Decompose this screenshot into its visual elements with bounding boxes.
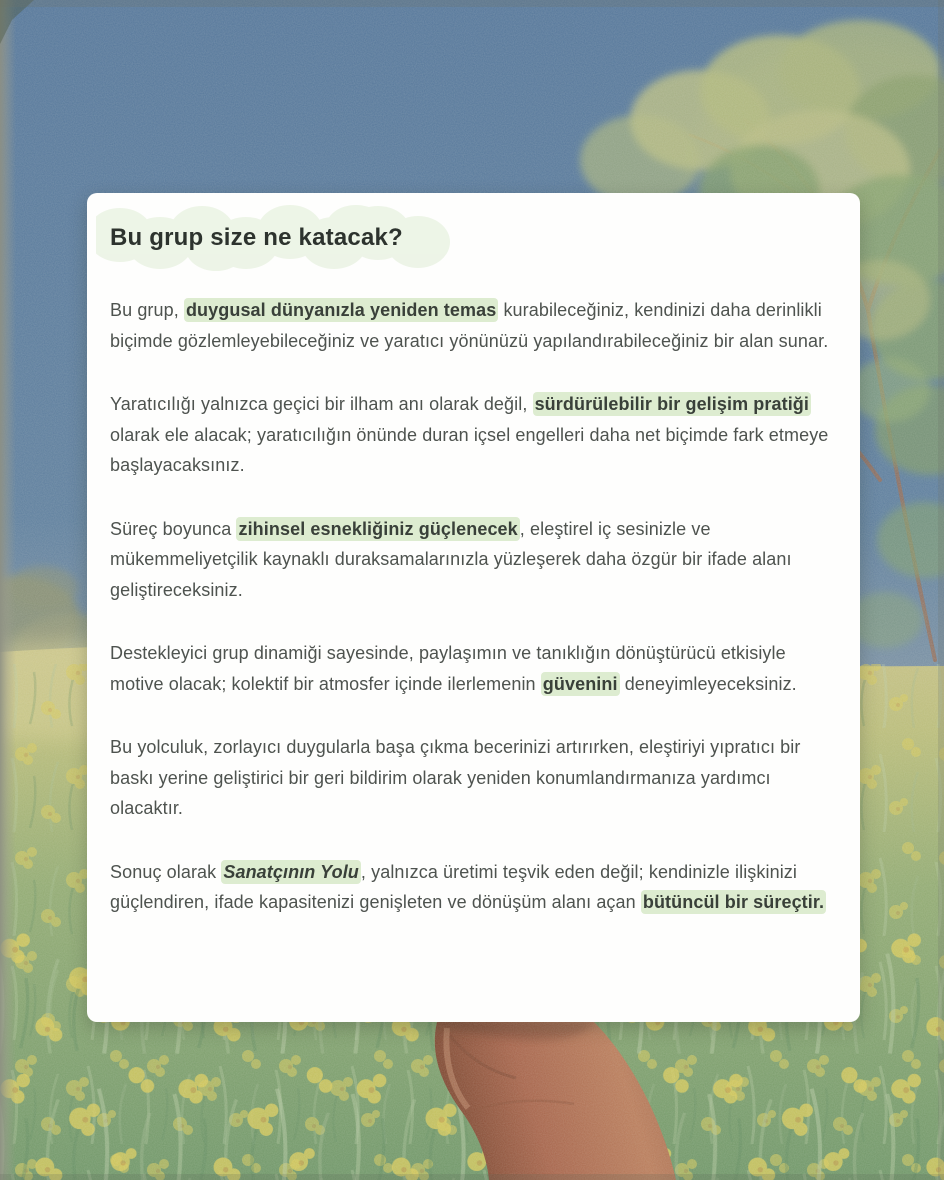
content-card	[87, 193, 860, 1022]
text-segment: deneyimleyeceksiniz.	[619, 673, 797, 694]
text-segment: Süreç boyunca	[110, 518, 237, 539]
card-title: Bu grup size ne katacak?	[110, 224, 403, 251]
text-segment: Bu grup,	[110, 300, 184, 320]
highlighted-phrase: güvenini	[542, 673, 618, 694]
highlighted-phrase: duygusal dünyanızla yeniden temas	[185, 300, 497, 320]
card-body	[110, 295, 834, 918]
text-segment: olarak ele alacak; yaratıcılığın önünde duran içsel engelleri daha net biçimde fark etmeye başlayacaksınız.	[110, 424, 829, 475]
paragraph	[110, 295, 834, 356]
highlighted-phrase: Sanatçının Yolu	[223, 861, 359, 882]
text-segment: kurabileceğiniz, kendinizi daha derinlikli biçimde gözlemleyebileceğiniz ve yaratıcı yönünüzü yapılandırabileceğiniz bir alan sunar.	[110, 300, 829, 351]
paragraph	[110, 638, 834, 699]
text-segment: Bu yolculuk, zorlayıcı duygularla başa çıkma becerinizi artırırken, eleştiriyi yıpratıcı bir baskı yerine geliştirici bir geri bildirim olarak yeniden konumlandırmanıza yardımcı olacaktır.	[110, 737, 801, 818]
text-segment: , eleştirel iç sesinizle ve mükemmeliyetçilik kaynaklı duraksamalarınızla yüzleşerek daha özgür bir ifade alanı geliştireceksiniz.	[110, 518, 792, 600]
text-segment: Yaratıcılığı yalnızca geçici bir ilham anı olarak değil,	[110, 394, 533, 414]
text-segment: , yalnızca üretimi teşvik eden değil; kendinizle ilişkinizi güçlendiren, ifade kapasitenizi genişleten ve dönüşüm alanı açan	[110, 861, 797, 912]
card-title-block	[110, 221, 834, 261]
paragraph	[110, 389, 834, 481]
highlighted-phrase: zihinsel esnekliğiniz güçlenecek	[238, 518, 518, 539]
paragraph	[110, 857, 834, 918]
highlighted-phrase: sürdürülebilir bir gelişim pratiği	[534, 394, 810, 414]
highlighted-phrase: bütüncül bir süreçtir.	[642, 892, 825, 912]
text-segment: Destekleyici grup dinamiği sayesinde, paylaşımın ve tanıklığın dönüştürücü etkisiyle motive olacak; kolektif bir atmosfer içinde ilerlemenin	[110, 643, 786, 694]
paragraph	[110, 732, 834, 824]
paragraph	[110, 514, 834, 606]
text-segment: Sonuç olarak	[110, 861, 222, 882]
